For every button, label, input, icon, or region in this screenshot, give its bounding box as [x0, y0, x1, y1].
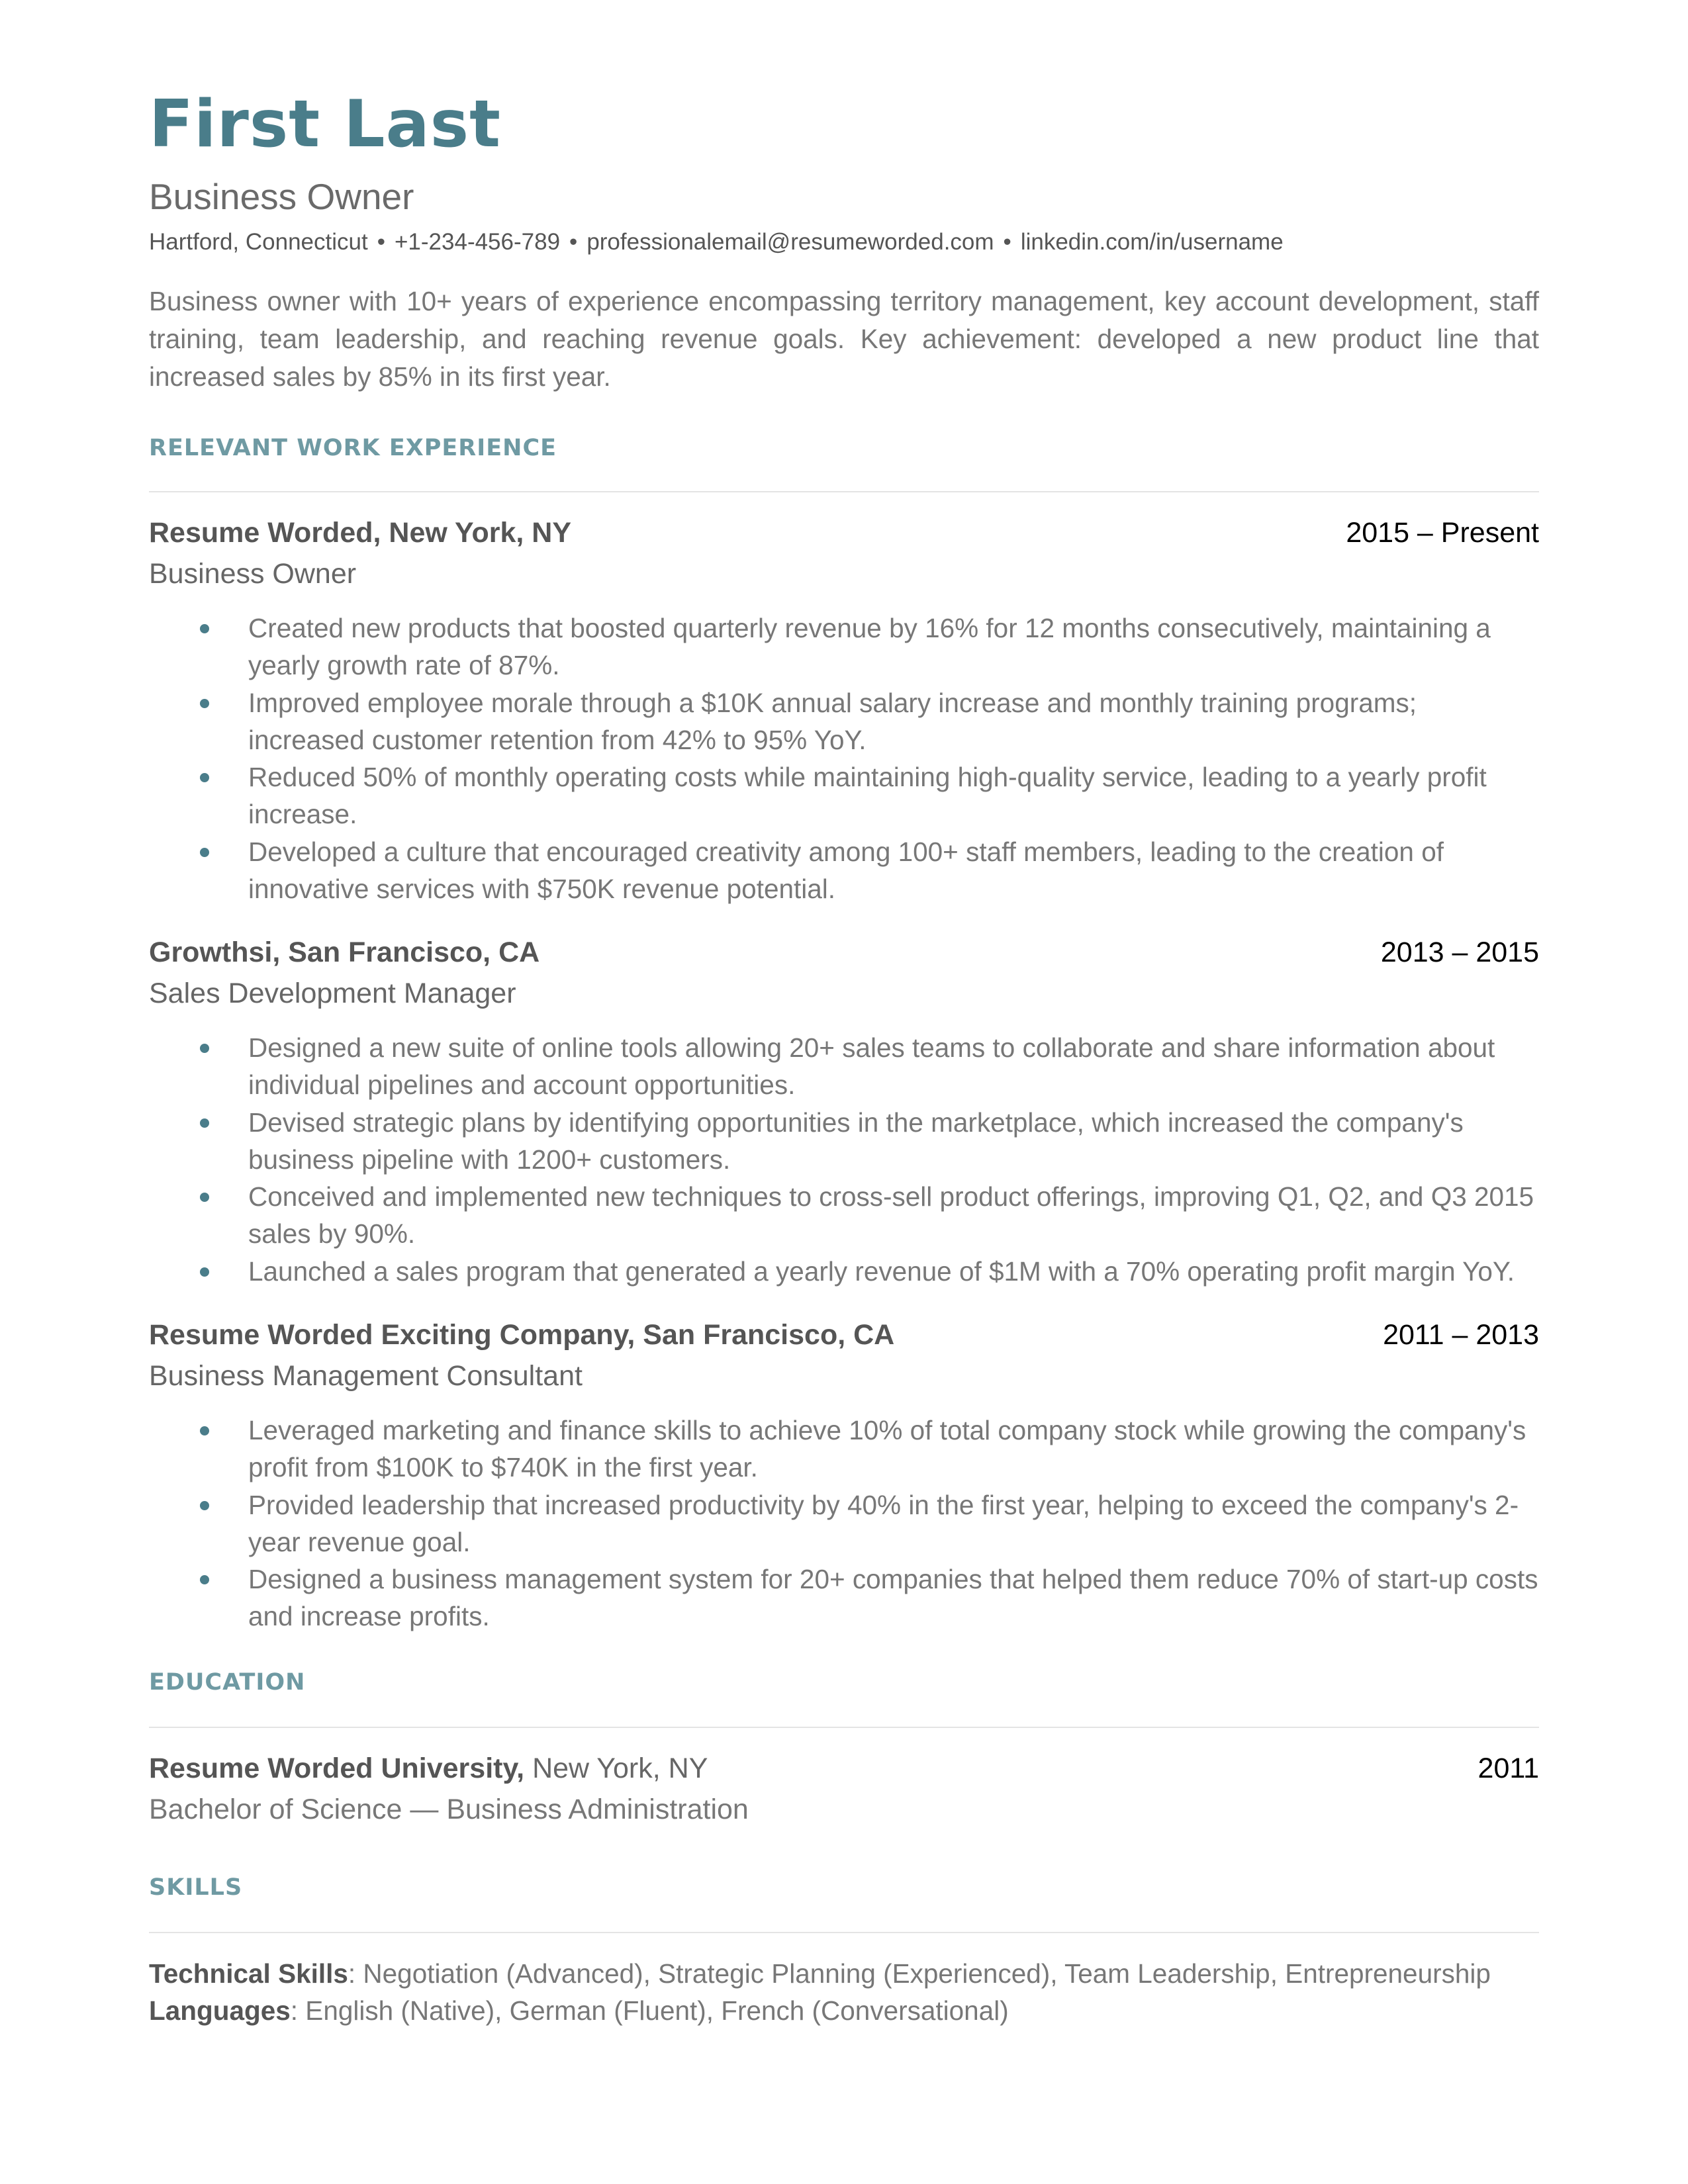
education-degree: Bachelor of Science — Business Administration [149, 1794, 749, 1825]
job-bullet-text: Improved employee morale through a $10K annual salary increase and monthly training programs; increased customer retention from 42% to 95% YoY. [248, 687, 1417, 755]
bullet-dot [200, 699, 209, 708]
education-school: Resume Worded University, [149, 1752, 525, 1784]
contact-location: Hartford, Connecticut [149, 229, 368, 255]
bullet-dot [200, 1118, 209, 1128]
contact-line [149, 226, 1284, 258]
contact-separator: • [1003, 229, 1011, 255]
job-dates: 2013 – 2015 [1380, 936, 1539, 968]
contact-separator: • [377, 229, 385, 255]
job-bullet-text: Conceived and implemented new techniques to cross-sell product offerings, improving Q1, Q2, and Q3 2015 sales by 90%. [248, 1181, 1534, 1250]
bullet-dot [200, 624, 209, 633]
job-bullet [149, 1561, 1539, 1635]
candidate-name: First Last [149, 87, 501, 162]
section-title-education: EDUCATION [149, 1669, 306, 1696]
job-bullet-text: Created new products that boosted quarterly revenue by 16% for 12 months consecutively, maintaining a yearly growth rate of 87%. [248, 613, 1491, 681]
job-bullet [149, 1253, 1539, 1290]
summary-paragraph: Business owner with 10+ years of experience encompassing territory management, key account development, staff training, team leadership, and reaching revenue goals. Key achievement: developed a new product line that increased sales by 85% in its first year. [149, 286, 1539, 392]
job-dates: 2011 – 2013 [1383, 1319, 1539, 1351]
skills-languages-value: : English (Native), German (Fluent), French (Conversational) [290, 1995, 1009, 2026]
job-title: Business Management Consultant [149, 1360, 583, 1392]
skills-languages [149, 1992, 1009, 2029]
skills-technical [149, 1955, 1491, 1992]
job-bullet [149, 684, 1539, 759]
job-title: Sales Development Manager [149, 978, 516, 1009]
bullet-dot [200, 1267, 209, 1277]
job-bullet-text: Launched a sales program that generated a yearly revenue of $1M with a 70% operating profit margin YoY. [248, 1255, 1515, 1287]
section-title-experience: RELEVANT WORK EXPERIENCE [149, 435, 557, 461]
job-bullet [149, 1029, 1539, 1104]
job-title: Business Owner [149, 558, 357, 590]
bullet-dot [200, 1575, 209, 1584]
job-bullet-text: Leveraged marketing and finance skills to achieve 10% of total company stock while growing the company's profit from $100K to $740K in the first year. [248, 1415, 1526, 1483]
job-bullet-text: Devised strategic plans by identifying opportunities in the marketplace, which increased the company's business pipeline with 1200+ customers. [248, 1107, 1464, 1175]
job-bullet-text: Designed a business management system for 20+ companies that helped them reduce 70% of start-up costs and increase profits. [248, 1564, 1538, 1632]
bullet-dot [200, 773, 209, 782]
contact-linkedin[interactable]: linkedin.com/in/username [1020, 229, 1284, 255]
education-year: 2011 [1477, 1752, 1539, 1784]
bullet-dot [200, 848, 209, 857]
skills-technical-value: : Negotiation (Advanced), Strategic Planning (Experienced), Team Leadership, Entrepreneurship [348, 1958, 1491, 1989]
bullet-dot [200, 1501, 209, 1510]
job-bullet-list [149, 1029, 1539, 1290]
section-divider [149, 1932, 1539, 1933]
skills-technical-label: Technical Skills [149, 1958, 348, 1989]
job-bullet-text: Developed a culture that encouraged creativity among 100+ staff members, leading to the creation of innovative services with $750K revenue potential. [248, 836, 1444, 905]
job-bullet [149, 833, 1539, 908]
contact-phone: +1-234-456-789 [394, 229, 561, 255]
section-divider [149, 1727, 1539, 1728]
job-bullet [149, 1178, 1539, 1253]
job-bullet [149, 1104, 1539, 1179]
section-title-skills: SKILLS [149, 1874, 243, 1901]
job-bullet-list [149, 1412, 1539, 1635]
contact-separator: • [569, 229, 578, 255]
contact-email[interactable]: professionalemail@resumeworded.com [586, 229, 994, 255]
bullet-dot [200, 1426, 209, 1435]
job-bullet-list [149, 610, 1539, 907]
job-bullet [149, 1486, 1539, 1561]
job-company: Resume Worded Exciting Company, San Francisco, CA [149, 1319, 895, 1351]
bullet-dot [200, 1193, 209, 1202]
job-dates: 2015 – Present [1346, 517, 1539, 549]
section-divider [149, 491, 1539, 492]
candidate-headline: Business Owner [149, 176, 414, 217]
bullet-dot [200, 1044, 209, 1053]
job-bullet-text: Designed a new suite of online tools allowing 20+ sales teams to collaborate and share information about individual pipelines and account opportunities. [248, 1032, 1495, 1101]
job-bullet [149, 1412, 1539, 1486]
skills-languages-label: Languages [149, 1995, 291, 2026]
job-company: Growthsi, San Francisco, CA [149, 936, 540, 968]
education-school-line [149, 1749, 708, 1788]
job-company: Resume Worded, New York, NY [149, 517, 572, 549]
job-bullet [149, 758, 1539, 833]
job-bullet [149, 610, 1539, 684]
job-bullet-text: Reduced 50% of monthly operating costs while maintaining high-quality service, leading to a yearly profit increase. [248, 762, 1487, 830]
education-location: New York, NY [532, 1752, 708, 1784]
job-bullet-text: Provided leadership that increased productivity by 40% in the first year, helping to exceed the company's 2-year revenue goal. [248, 1489, 1519, 1557]
